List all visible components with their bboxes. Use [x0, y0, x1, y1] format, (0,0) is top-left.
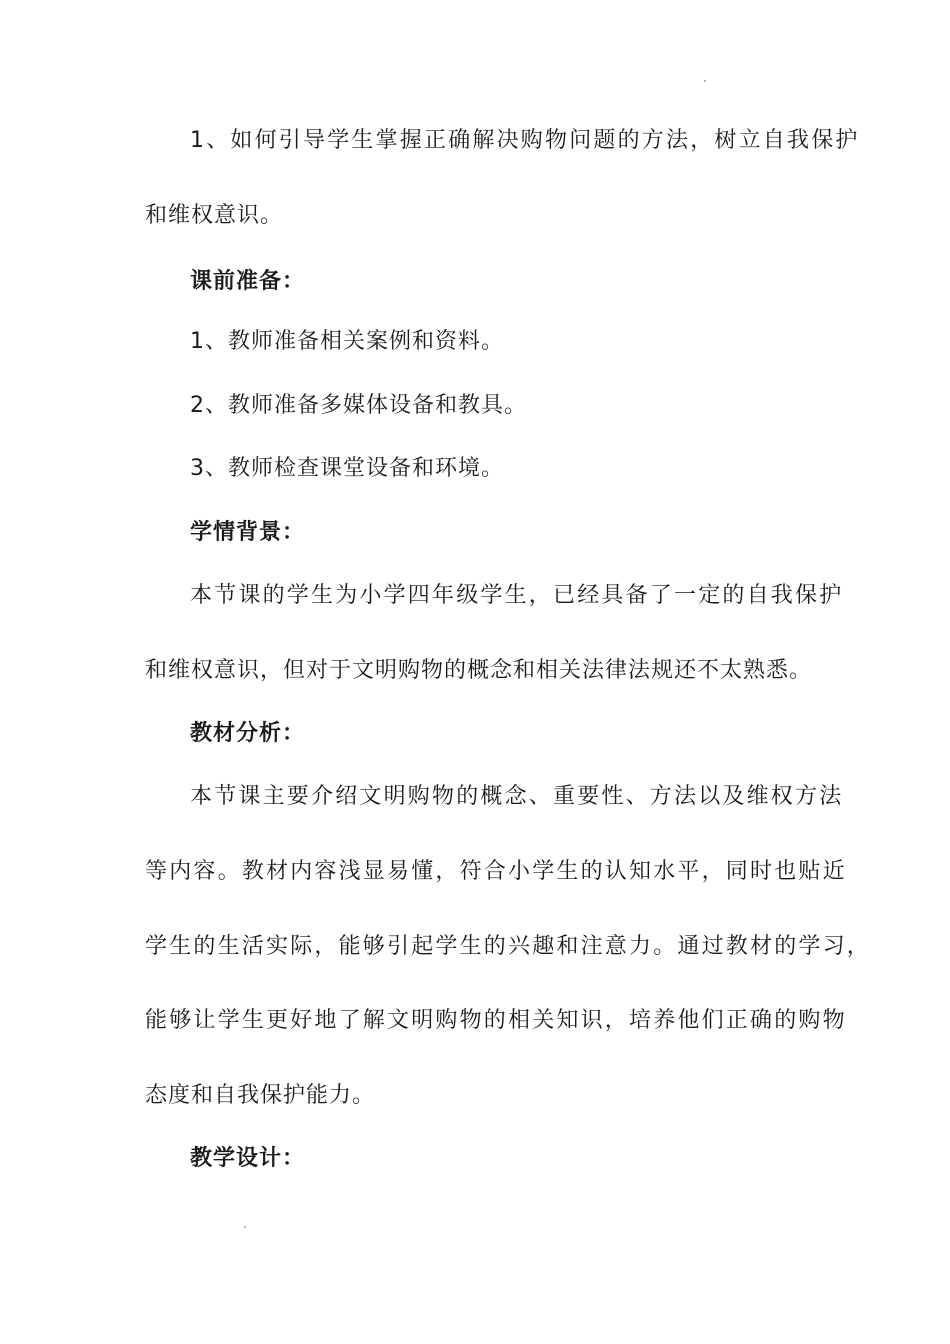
- analysis-line-1: 本节课主要介绍文明购物的概念、重要性、方法以及维权方法: [190, 784, 844, 809]
- scan-dot: [704, 80, 706, 82]
- analysis-line-2: 等内容。教材内容浅显易懂，符合小学生的认知水平，同时也贴近: [145, 859, 847, 884]
- background-line-2: 和维权意识，但对于文明购物的概念和相关法律法规还不太熟悉。: [145, 658, 813, 683]
- background-heading: 学情背景：: [190, 520, 306, 545]
- prep-item-2: 2、教师准备多媒体设备和教具。: [190, 393, 527, 418]
- objective-line-2: 和维权意识。: [145, 203, 284, 228]
- background-line-1: 本节课的学生为小学四年级学生，已经具备了一定的自我保护: [190, 583, 844, 608]
- analysis-line-5: 态度和自我保护能力。: [145, 1083, 376, 1108]
- design-heading: 教学设计：: [190, 1146, 306, 1171]
- analysis-heading: 教材分析：: [190, 721, 306, 746]
- scan-dot: [244, 1226, 246, 1228]
- prep-item-3: 3、教师检查课堂设备和环境。: [190, 456, 504, 481]
- prep-item-1: 1、教师准备相关案例和资料。: [190, 329, 504, 354]
- objective-line-1: 1、如何引导学生掌握正确解决购物问题的方法，树立自我保护: [190, 128, 860, 153]
- analysis-line-4: 能够让学生更好地了解文明购物的相关知识，培养他们正确的购物: [145, 1008, 847, 1033]
- analysis-line-3: 学生的生活实际，能够引起学生的兴趣和注意力。通过教材的学习，: [145, 934, 872, 959]
- prep-heading: 课前准备：: [190, 269, 306, 294]
